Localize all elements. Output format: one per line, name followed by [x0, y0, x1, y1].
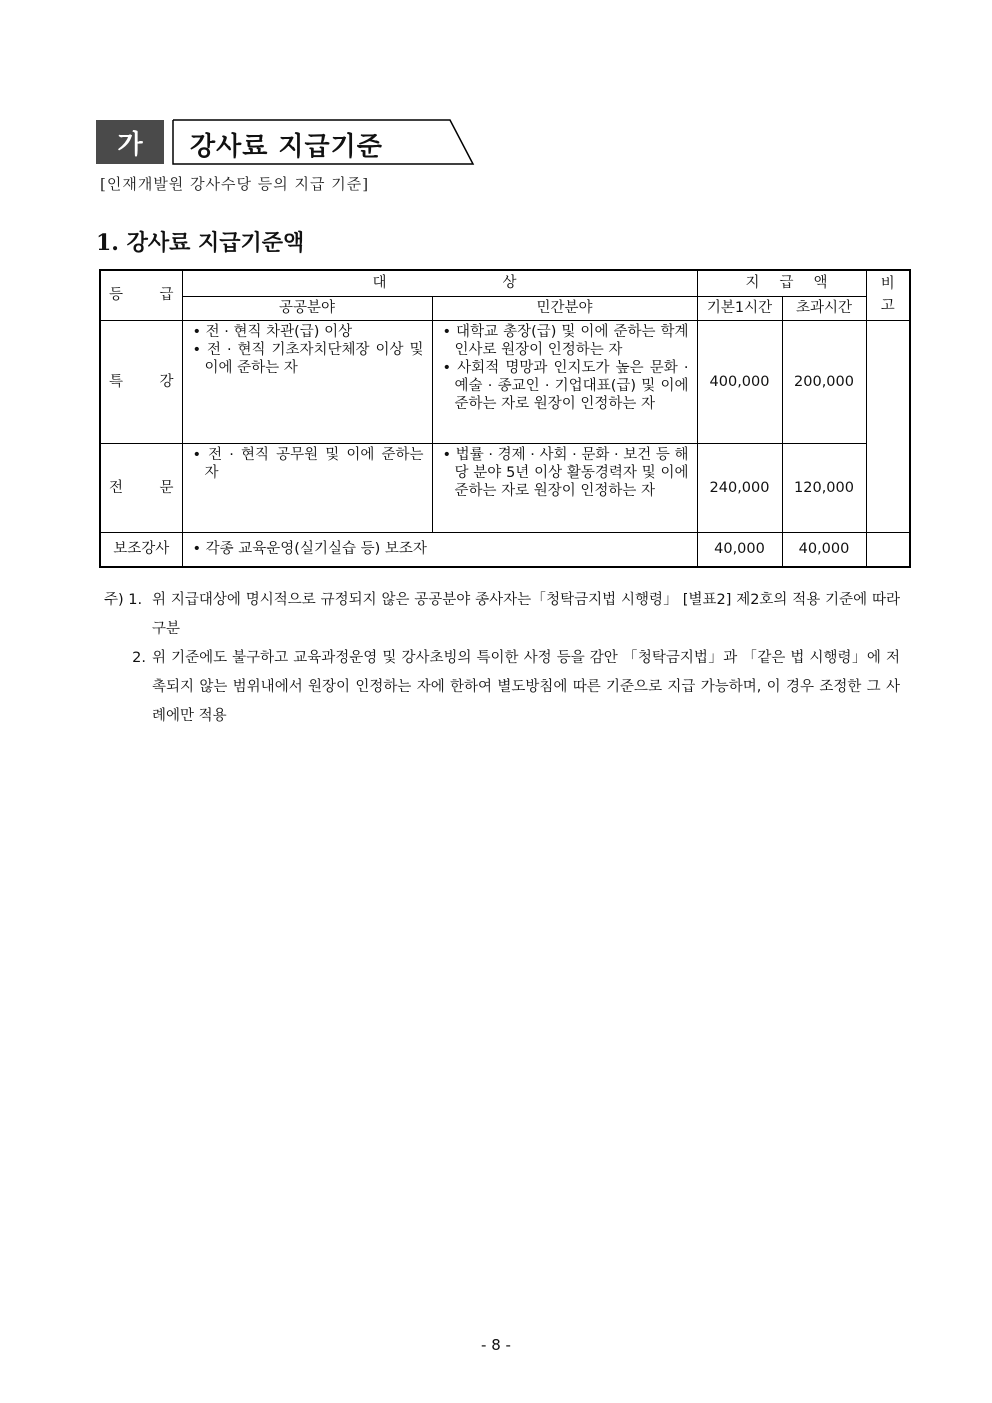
footnotes [104, 586, 900, 731]
section-title-box [172, 119, 476, 165]
note-header-char-1: 비 [880, 276, 895, 293]
base-amount: 400,000 [697, 320, 782, 443]
table-header-row [100, 270, 910, 296]
grade-cell [100, 320, 182, 443]
footnote-number: 2. [132, 650, 146, 666]
grade-cell [100, 443, 182, 532]
target-header-char-2: 상 [502, 275, 517, 292]
target-header-char-1: 대 [372, 275, 387, 292]
footnote-number: 1. [128, 592, 143, 608]
public-item: • 전 · 현직 기초자치단체장 이상 및 이에 준하는 자 [192, 341, 424, 376]
private-cell [432, 320, 697, 443]
note-header-char-2: 고 [880, 298, 895, 315]
amount-header-char-2: 급 [779, 275, 794, 292]
private-header: 민간분야 [432, 296, 697, 320]
table-row [100, 532, 910, 567]
grade-cell: 보조강사 [100, 532, 182, 567]
base-amount: 240,000 [697, 443, 782, 532]
table-row [100, 320, 910, 443]
section-subtitle: [인재개발원 강사수당 등의 지급 기준] [100, 175, 370, 193]
note-header [866, 270, 910, 320]
public-item: • 전 · 현직 차관(급) 이상 [192, 323, 353, 340]
page-heading: 1. 강사료 지급기준액 [96, 230, 305, 256]
footnote-item [104, 644, 900, 731]
base-amount: 40,000 [697, 532, 782, 567]
amount-header [697, 270, 866, 296]
extra-amount: 120,000 [782, 443, 866, 532]
private-item: • 대학교 총장(급) 및 이에 준하는 학계인사로 원장이 인정하는 자 [442, 323, 689, 358]
grade-header-char-1: 등 [109, 287, 124, 304]
section-header [96, 119, 476, 165]
amount-header-char-3: 액 [813, 275, 828, 292]
page-number: - 8 - [481, 1336, 511, 1354]
target-header [182, 270, 697, 296]
grade-char-1: 전 [109, 479, 124, 496]
target-cell: • 각종 교육운영(실기실습 등) 보조자 [182, 532, 697, 567]
section-badge: 가 [96, 120, 164, 164]
amount-header-char-1: 지 [745, 275, 760, 292]
grade-header [100, 270, 182, 320]
public-header: 공공분야 [182, 296, 432, 320]
public-item: • 전 · 현직 공무원 및 이에 준하는 자 [192, 446, 424, 481]
table-row [100, 443, 910, 532]
footnote-text: 위 지급대상에 명시적으로 규정되지 않은 공공분야 종사자는「청탁금지법 시행령」 [별표2] 제2호의 적용 기준에 따라 구분 [152, 592, 900, 637]
section-title: 강사료 지급기준 [190, 132, 383, 162]
private-item: • 사회적 명망과 인지도가 높은 문화 · 예술 · 종교인 · 기업대표(급) 및 이에 준하는 자로 원장이 인정하는 자 [442, 359, 689, 412]
public-cell [182, 443, 432, 532]
extra-hour-header: 초과시간 [782, 296, 866, 320]
private-item: • 법률 · 경제 · 사회 · 문화 · 보건 등 해당 분야 5년 이상 활동경력자 및 이에 준하는 자로 원장이 인정하는 자 [442, 446, 689, 499]
grade-char-2: 문 [159, 479, 174, 496]
public-cell [182, 320, 432, 443]
note-cell [866, 532, 910, 567]
grade-char-1: 특 [109, 373, 124, 390]
footnote-item [104, 586, 900, 644]
private-cell [432, 443, 697, 532]
extra-amount: 40,000 [782, 532, 866, 567]
footnote-prefix [104, 586, 152, 644]
table-subheader-row [100, 296, 910, 320]
note-cell [866, 320, 910, 532]
grade-header-char-2: 급 [159, 287, 174, 304]
footnote-text: 위 기준에도 불구하고 교육과정운영 및 강사초빙의 특이한 사정 등을 감안 「청탁금지법」과 「같은 법 시행령」에 저촉되지 않는 범위내에서 원장이 인정하는 자에 한하여 별도방침에 따른 기준으로 지급 가능하며, 이 경우 조정한 그 사례에만 적용 [152, 650, 900, 724]
base-hour-header: 기본1시간 [697, 296, 782, 320]
extra-amount: 200,000 [782, 320, 866, 443]
grade-char-2: 강 [159, 373, 174, 390]
pay-standard-table [99, 269, 911, 568]
footnote-prefix-label: 주) [104, 592, 124, 608]
